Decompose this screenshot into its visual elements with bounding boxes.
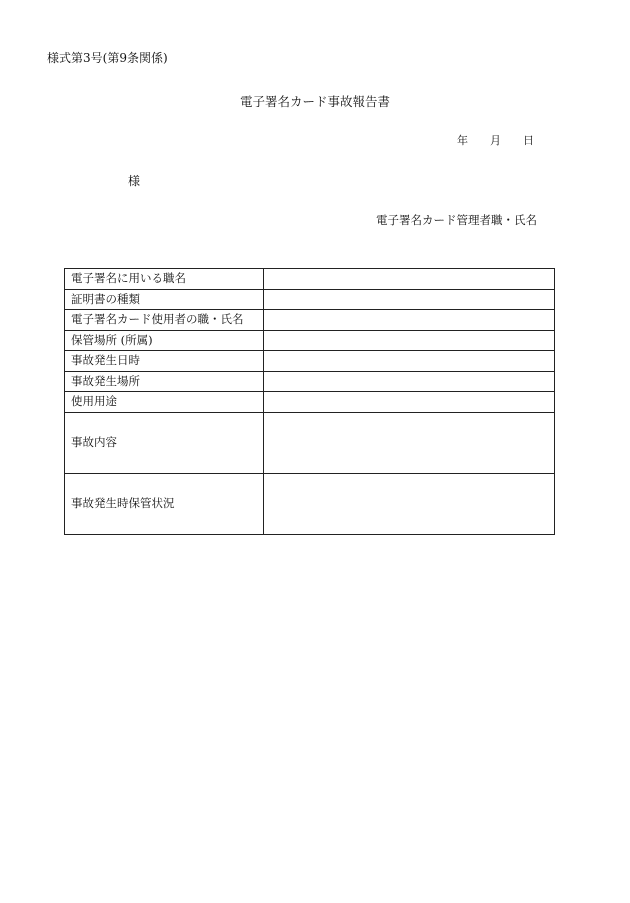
date-year-label: 年 <box>457 134 468 147</box>
row-label: 電子署名カード使用者の職・氏名 <box>65 310 264 331</box>
date-month-label: 月 <box>490 134 501 147</box>
row-label: 事故発生場所 <box>65 371 264 392</box>
row-value[interactable] <box>264 412 555 473</box>
row-label: 事故内容 <box>65 412 264 473</box>
row-value[interactable] <box>264 473 555 534</box>
row-value[interactable] <box>264 289 555 310</box>
table-row <box>65 392 555 413</box>
table-row <box>65 412 555 473</box>
row-value[interactable] <box>264 371 555 392</box>
table-row <box>65 351 555 372</box>
table-row <box>65 289 555 310</box>
table-row <box>65 269 555 290</box>
document-title: 電子署名カード事故報告書 <box>239 94 390 109</box>
row-value[interactable] <box>264 269 555 290</box>
row-label: 事故発生日時 <box>65 351 264 372</box>
table-row <box>65 330 555 351</box>
date-day-label: 日 <box>523 134 534 147</box>
row-label: 証明書の種類 <box>65 289 264 310</box>
table-row <box>65 371 555 392</box>
addressee-honorific: 様 <box>128 174 141 188</box>
row-label: 事故発生時保管状況 <box>65 473 264 534</box>
manager-name-label: 電子署名カード管理者職・氏名 <box>376 213 537 227</box>
row-label: 使用用途 <box>65 392 264 413</box>
form-number: 様式第3号(第9条関係) <box>47 51 168 65</box>
report-table <box>64 268 555 535</box>
table-row <box>65 473 555 534</box>
row-label: 電子署名に用いる職名 <box>65 269 264 290</box>
table-row <box>65 310 555 331</box>
row-value[interactable] <box>264 330 555 351</box>
row-value[interactable] <box>264 310 555 331</box>
row-value[interactable] <box>264 351 555 372</box>
row-value[interactable] <box>264 392 555 413</box>
row-label: 保管場所 (所属) <box>65 330 264 351</box>
date-line <box>457 132 534 148</box>
